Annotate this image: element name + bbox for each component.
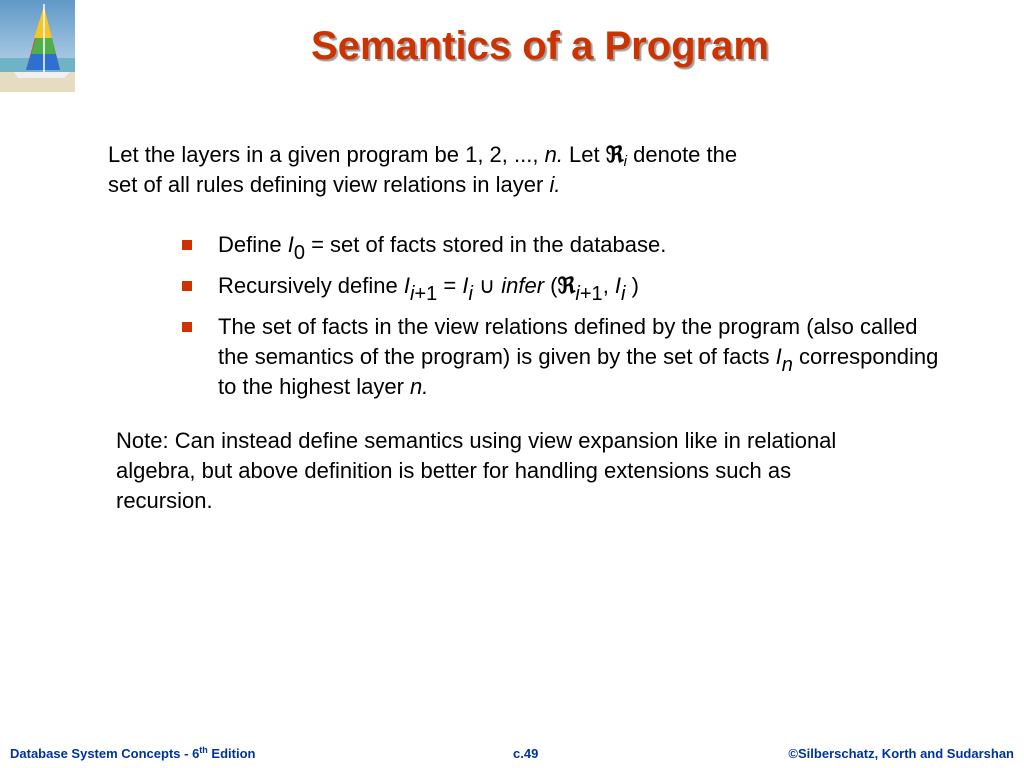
note-paragraph: Note: Can instead define semantics using view expansion like in relational algebra, but above definition is better for handling extensions such as recursion. <box>116 428 837 513</box>
bullet-text: The set of facts in the view relations defined by the program (also called the semantics of the program) is given by the set of facts <box>218 314 918 369</box>
paren: ) <box>625 273 639 298</box>
intro-let: Let <box>562 142 606 167</box>
bullet-text: = set of facts stored in the database. <box>304 232 667 257</box>
list-item <box>180 312 940 402</box>
footer-text: Edition <box>207 746 256 761</box>
list-item <box>180 271 940 305</box>
rules-symbol: ℜ <box>605 142 624 168</box>
subscript: i <box>410 283 415 305</box>
subscript: 0 <box>293 242 305 264</box>
bullet-text: Recursively define <box>218 273 404 298</box>
bullet-text: Define <box>218 232 288 257</box>
bullet-list <box>180 230 940 413</box>
footer-page-number: c.49 <box>513 746 539 761</box>
bullet-text: corresponding to the highest layer <box>218 344 939 399</box>
page-title: Semantics of a Program <box>311 24 769 68</box>
subscript: n <box>781 354 793 376</box>
square-bullet-icon <box>182 322 192 332</box>
list-item <box>180 230 940 264</box>
union-symbol: ∪ <box>472 273 502 298</box>
paren: ( <box>544 273 558 298</box>
footer-sup: th <box>199 745 208 755</box>
var-n: n. <box>410 374 429 399</box>
var-I: I <box>462 273 469 298</box>
intro-paragraph <box>108 140 888 200</box>
square-bullet-icon <box>182 240 192 250</box>
var-I: I <box>403 273 410 298</box>
intro-i: i. <box>549 172 561 197</box>
subscript: +1 <box>579 283 603 305</box>
var-I: I <box>614 273 622 298</box>
comma: , <box>602 273 615 298</box>
square-bullet-icon <box>182 281 192 291</box>
rules-symbol: ℜ <box>557 273 576 299</box>
intro-text-3: set of all rules defining view relations in layer <box>108 172 550 197</box>
footer-book-title <box>10 746 255 761</box>
subscript: i <box>468 283 473 305</box>
subscript: i <box>575 283 580 305</box>
intro-text-2: denote the <box>627 142 738 167</box>
footer-text: Database System Concepts - 6 <box>10 746 200 761</box>
intro-text: Let the layers in a given program be 1, 2, ..., <box>108 142 545 167</box>
subscript: +1 <box>414 283 438 305</box>
equals: = <box>437 273 463 298</box>
var-I: I <box>287 232 294 257</box>
var-I: I <box>775 344 782 369</box>
intro-n: n. <box>544 142 563 167</box>
subscript: i <box>621 283 626 305</box>
rules-subscript: i <box>623 153 628 170</box>
footer-copyright: ©Silberschatz, Korth and Sudarshan <box>788 746 1014 761</box>
infer-text: infer <box>501 273 545 298</box>
